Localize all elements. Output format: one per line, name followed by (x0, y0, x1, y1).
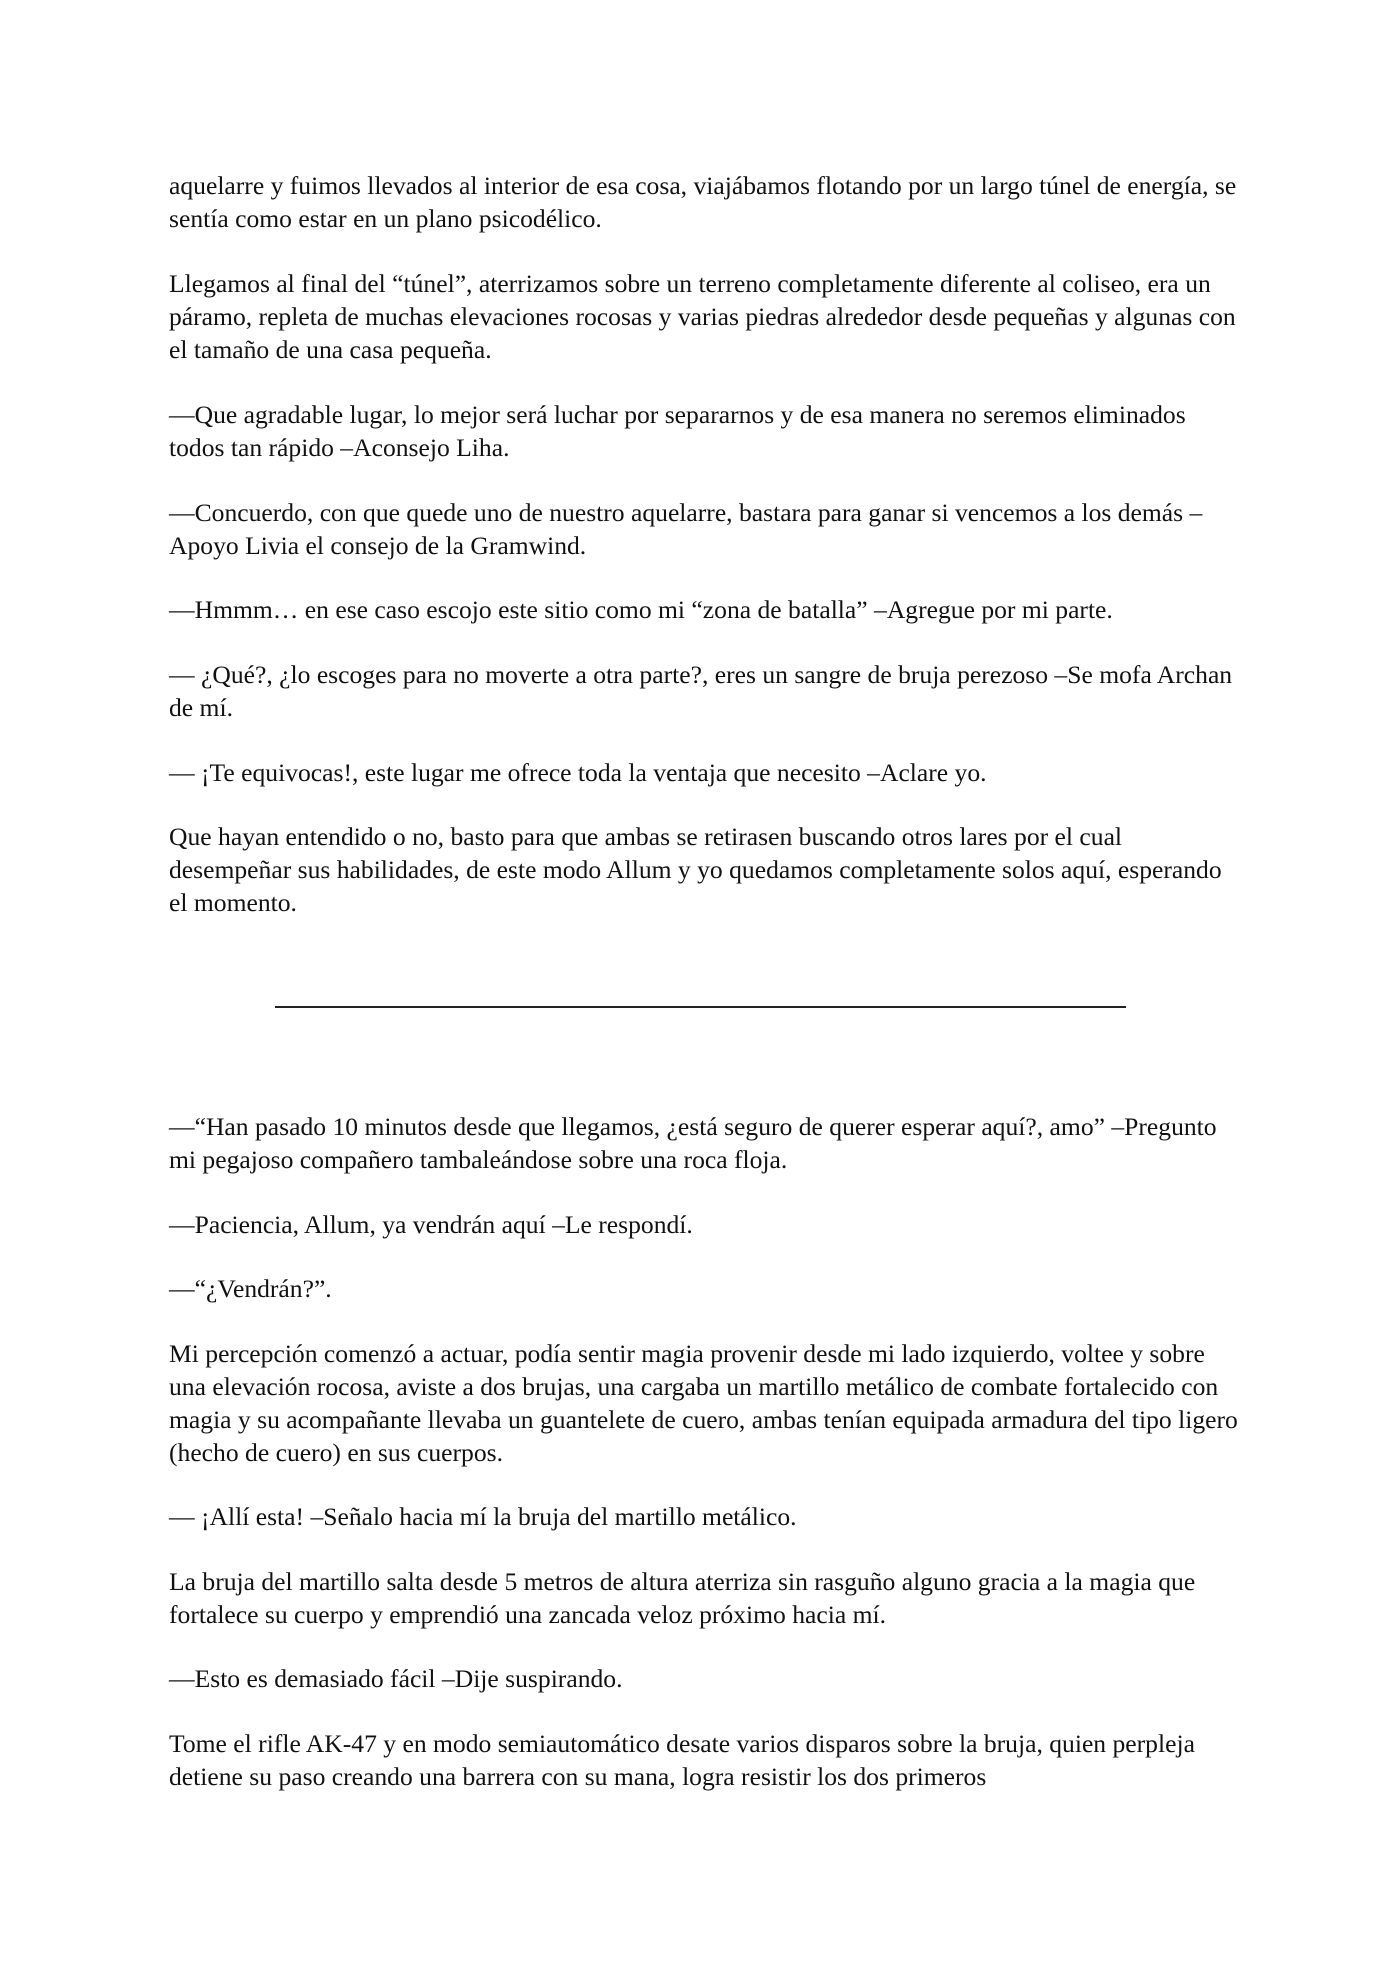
paragraph-6: — ¿Qué?, ¿lo escoges para no moverte a otra parte?, eres un sangre de bruja perezoso –Se mofa Archan de mí. (169, 660, 1233, 722)
paragraph-3: —Que agradable lugar, lo mejor será luchar por separarnos y de esa manera no seremos eliminados todos tan rápido –Aconsejo Liha. (169, 400, 1186, 462)
paragraph-8: Que hayan entendido o no, basto para que ambas se retirasen buscando otros lares por el cual desempeñar sus habilidades, de este modo Allum y yo quedamos completamente solos aquí, esperando el momento. (169, 822, 1222, 917)
paragraph-4: —Concuerdo, con que quede uno de nuestro aquelarre, bastara para ganar si vencemos a los demás –Apoyo Livia el consejo de la Gramwind. (169, 498, 1203, 560)
paragraph-2: Llegamos al final del “túnel”, aterrizamos sobre un terreno completamente diferente al coliseo, era un páramo, repleta de muchas elevaciones rocosas y varias piedras alrededor desde pequeñas y algunas con el tamaño de una casa pequeña. (169, 269, 1236, 364)
paragraph-7: — ¡Te equivocas!, este lugar me ofrece toda la ventaja que necesito –Aclare yo. (169, 758, 987, 787)
paragraph-13: — ¡Allí esta! –Señalo hacia mí la bruja del martillo metálico. (169, 1502, 797, 1531)
paragraph-10: —Paciencia, Allum, ya vendrán aquí –Le respondí. (169, 1210, 693, 1239)
paragraph-14: La bruja del martillo salta desde 5 metros de altura aterriza sin rasguño alguno gracia a la magia que fortalece su cuerpo y emprendió una zancada veloz próximo hacia mí. (169, 1567, 1196, 1629)
paragraph-15: —Esto es demasiado fácil –Dije suspirando. (169, 1664, 623, 1693)
section-divider (275, 1006, 1126, 1008)
paragraph-16: Tome el rifle AK-47 y en modo semiautomático desate varios disparos sobre la bruja, quien perpleja detiene su paso creando una barrera con su mana, logra resistir los dos primeros (169, 1729, 1195, 1791)
paragraph-11: —“¿Vendrán?”. (169, 1274, 332, 1303)
paragraph-5: —Hmmm… en ese caso escojo este sitio como mi “zona de batalla” –Agregue por mi parte. (169, 595, 1113, 624)
paragraph-12: Mi percepción comenzó a actuar, podía sentir magia provenir desde mi lado izquierdo, voltee y sobre una elevación rocosa, aviste a dos brujas, una cargaba un martillo metálico de combate fortalecido con magia y su acompañante llevaba un guantelete de cuero, ambas tenían equipada armadura del tipo ligero (hecho de cuero) en sus cuerpos. (169, 1339, 1238, 1467)
paragraph-1: aquelarre y fuimos llevados al interior de esa cosa, viajábamos flotando por un largo túnel de energía, se sentía como estar en un plano psicodélico. (169, 171, 1237, 233)
paragraph-9: —“Han pasado 10 minutos desde que llegamos, ¿está seguro de querer esperar aquí?, amo” –Pregunto mi pegajoso compañero tambaleándose sobre una roca floja. (169, 1112, 1217, 1174)
